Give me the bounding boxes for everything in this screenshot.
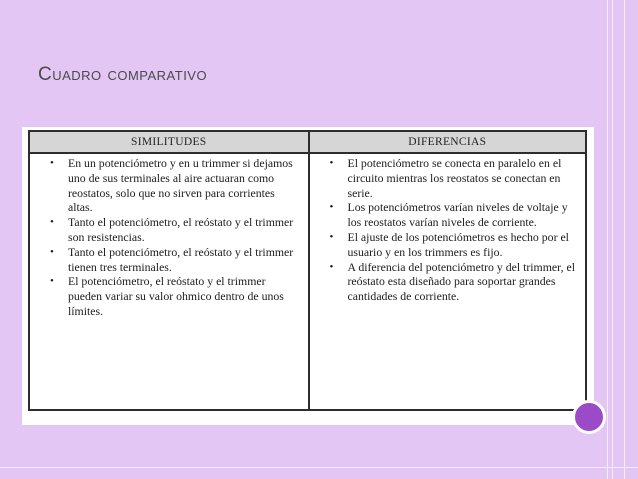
list-item-text: El potenciómetro se conecta en paralelo en el circuito mientras los reostatos se conectan en serie. [347, 156, 562, 200]
comparison-table-image [22, 127, 594, 425]
diferencias-column [308, 132, 586, 409]
list-item [326, 260, 578, 304]
similitudes-list [30, 154, 308, 319]
bullet-icon: • [50, 157, 54, 169]
bullet-icon: • [50, 245, 54, 258]
decorative-line [607, 0, 608, 479]
decorative-circle [572, 400, 606, 434]
list-item [46, 156, 300, 215]
list-item-text: En un potenciómetro y en u trimmer si dejamos uno de sus terminales al aire actuaran como reostatos, solo que no sirven para corrientes altas. [68, 156, 293, 215]
list-item-text: Tanto el potenciómetro, el reóstato y el trimmer tienen tres terminales. [68, 244, 294, 274]
bullet-icon: • [50, 275, 54, 288]
list-item [46, 274, 300, 318]
bullet-icon: • [329, 157, 334, 169]
comparison-table [28, 130, 587, 411]
list-item [326, 156, 578, 200]
similitudes-column [30, 132, 308, 409]
bullet-icon: • [329, 230, 334, 243]
bullet-icon: • [329, 260, 334, 273]
list-item [46, 245, 300, 275]
bullet-icon: • [50, 216, 54, 229]
slide-title: Cuadro comparativo [38, 64, 208, 85]
diferencias-list [310, 154, 586, 304]
decorative-line [0, 467, 638, 468]
list-item-text: Tanto el potenciómetro, el reóstato y el trimmer son resistencias. [68, 215, 294, 244]
list-item-text: A diferencia del potenciómetro y del trimmer, el reóstato esta diseñado para soportar grandes cantidades de corriente. [347, 259, 576, 304]
list-item-text: El potenciómetro, el reóstato y el trimmer pueden variar su valor ohmico dentro de unos límites. [68, 274, 284, 318]
decorative-line [612, 0, 613, 479]
decorative-line [624, 0, 625, 479]
bullet-icon: • [329, 201, 334, 214]
list-item [326, 200, 578, 230]
list-item-text: Los potenciómetros varían niveles de voltaje y los reostatos varían niveles de corriente. [347, 200, 568, 230]
diferencias-header: DIFERENCIAS [310, 132, 586, 154]
similitudes-header: SIMILITUDES [30, 132, 308, 154]
list-item [46, 215, 300, 245]
list-item [326, 230, 578, 260]
list-item-text: El ajuste de los potenciómetros es hecho por el usuario y en los trimmers es fijo. [347, 229, 569, 259]
